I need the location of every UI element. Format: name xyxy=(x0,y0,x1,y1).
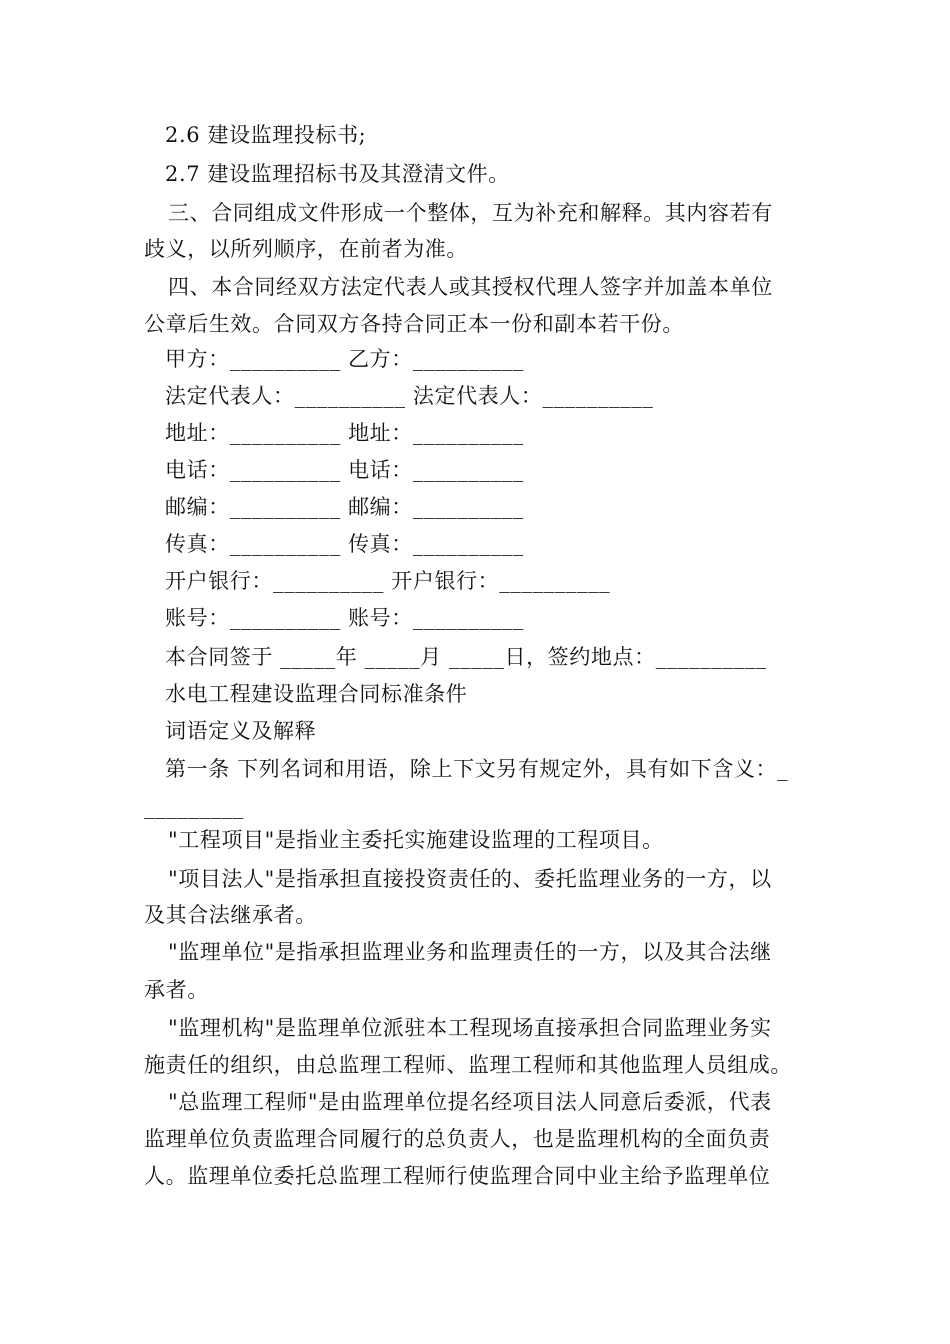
definition-supervision-org-line-1: "监理机构"是监理单位派驻本工程现场直接承担合同监理业务实 xyxy=(168,1016,772,1040)
fax-field-row: 传真：__________ 传真：__________ xyxy=(165,532,524,556)
paragraph-4-line-1: 四、本合同经双方法定代表人或其授权代理人签字并加盖本单位 xyxy=(168,275,773,299)
definition-chief-engineer-line-1: "总监理工程师"是由监理单位提名经项目法人同意后委派，代表 xyxy=(168,1090,772,1114)
signing-date-place-row: 本合同签于 _____年 _____月 _____日，签约地点：__________ xyxy=(165,645,767,669)
account-field-row: 账号：__________ 账号：__________ xyxy=(165,606,524,630)
paragraph-3-line-1: 三、合同组成文件形成一个整体，互为补充和解释。其内容若有 xyxy=(168,201,773,225)
bank-field-row: 开户银行：__________ 开户银行：__________ xyxy=(165,569,611,593)
party-field-row: 甲方：__________ 乙方：__________ xyxy=(165,347,524,371)
definition-chief-engineer-line-2: 监理单位负责监理合同履行的总负责人，也是监理机构的全面负责 xyxy=(144,1127,771,1151)
definition-supervision-unit-line-1: "监理单位"是指承担监理业务和监理责任的一方，以及其合法继 xyxy=(168,940,772,964)
definition-project: "工程项目"是指业主委托实施建设监理的工程项目。 xyxy=(168,828,664,852)
definition-supervision-unit-line-2: 承者。 xyxy=(144,978,209,1002)
clause-2-7: 2.7 建设监理招标书及其澄清文件。 xyxy=(165,162,510,186)
definition-project-legal-person-line-2: 及其合法继承者。 xyxy=(144,903,317,927)
paragraph-3-line-2: 歧义，以所列顺序，在前者为准。 xyxy=(144,237,468,261)
paragraph-4-line-2: 公章后生效。合同双方各持合同正本一份和副本若干份。 xyxy=(144,312,684,336)
postcode-field-row: 邮编：__________ 邮编：__________ xyxy=(165,495,524,519)
section-title: 水电工程建设监理合同标准条件 xyxy=(165,682,468,706)
definition-supervision-org-line-2: 施责任的组织，由总监理工程师、监理工程师和其他监理人员组成。 xyxy=(144,1053,792,1077)
clause-2-6: 2.6 建设监理投标书; xyxy=(165,123,367,147)
definition-project-legal-person-line-1: "项目法人"是指承担直接投资责任的、委托监理业务的一方，以 xyxy=(168,867,772,891)
definition-chief-engineer-line-3: 人。监理单位委托总监理工程师行使监理合同中业主给予监理单位 xyxy=(144,1164,771,1188)
address-field-row: 地址：__________ 地址：__________ xyxy=(165,421,524,445)
phone-field-row: 电话：__________ 电话：__________ xyxy=(165,458,524,482)
subsection-title: 词语定义及解释 xyxy=(165,719,317,743)
legal-rep-field-row: 法定代表人：__________ 法定代表人：__________ xyxy=(165,384,654,408)
article-1-line-1: 第一条 下列名词和用语，除上下文另有规定外，具有如下含义：_ xyxy=(165,757,789,781)
article-1-line-2: _________ xyxy=(144,795,244,819)
